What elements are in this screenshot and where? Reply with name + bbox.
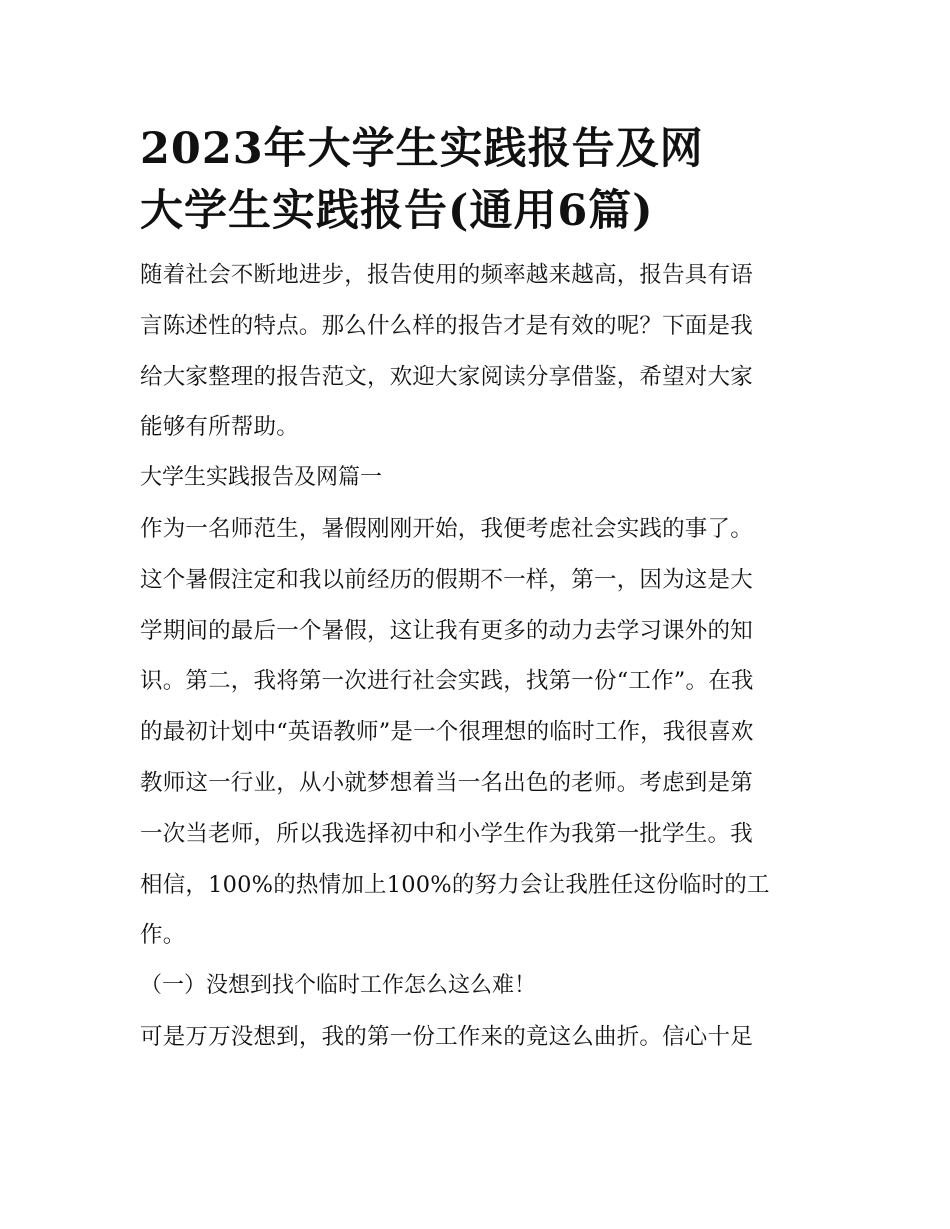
section-heading: 大学生实践报告及网篇一 <box>140 465 383 491</box>
intro-line: 言陈述性的特点。那么什么样的报告才是有效的呢？下面是我 <box>140 312 753 339</box>
intro-line: 给大家整理的报告范文，欢迎大家阅读分享借鉴，希望对大家 <box>140 363 753 390</box>
subheading: （一）没想到找个临时工作怎么这么难！ <box>140 973 537 999</box>
body-line: 识。第二，我将第一次进行社会实践，找第一份“工作”。在我 <box>140 668 754 695</box>
closing-line: 可是万万没想到，我的第一份工作来的竟这么曲折。信心十足 <box>140 1023 753 1050</box>
intro-paragraph <box>140 250 812 453</box>
document-title <box>140 118 780 242</box>
body-line: 一次当老师，所以我选择初中和小学生作为我第一批学生。我 <box>140 820 753 847</box>
intro-line: 随着社会不断地进步，报告使用的频率越来越高，报告具有语 <box>140 262 753 288</box>
title-line-1: 2023年大学生实践报告及网 <box>140 124 704 174</box>
body-line: 教师这一行业，从小就梦想着当一名出色的老师。考虑到是第 <box>140 769 753 796</box>
body-line: 相信，100%的热情加上100%的努力会让我胜任这份临时的工 <box>140 871 770 898</box>
body-line: 作。 <box>140 922 186 949</box>
closing-paragraph <box>140 1012 812 1063</box>
body-line: 学期间的最后一个暑假，这让我有更多的动力去学习课外的知 <box>140 617 753 644</box>
document-page <box>140 118 812 1063</box>
body-line: 作为一名师范生，暑假刚刚开始，我便考虑社会实践的事了。 <box>140 515 753 542</box>
title-line-2: 大学生实践报告(通用6篇) <box>140 186 654 236</box>
body-line: 这个暑假注定和我以前经历的假期不一样，第一，因为这是大 <box>140 566 753 593</box>
body-paragraph <box>140 504 812 961</box>
body-line: 的最初计划中“英语教师”是一个很理想的临时工作，我很喜欢 <box>140 719 754 746</box>
intro-line: 能够有所帮助。 <box>140 414 299 441</box>
